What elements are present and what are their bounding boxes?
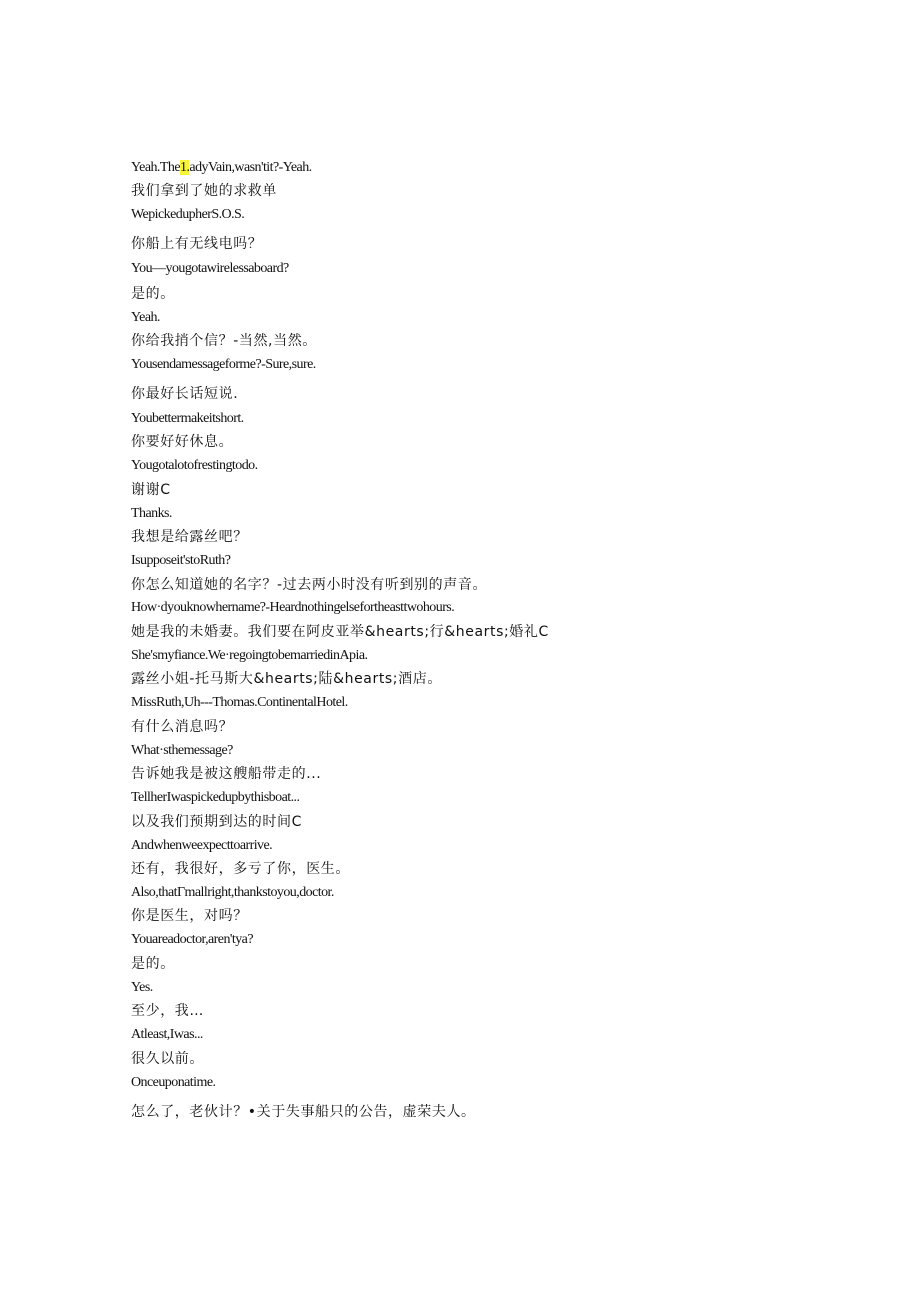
subtitle-line-zh: 有什么消息吗？ (131, 719, 234, 735)
subtitle-line-en: What·sthemessage? (131, 743, 233, 758)
subtitle-line-en: Atleast,Iwas... (131, 1027, 203, 1042)
subtitle-line-zh: 你怎么知道她的名字？-过去两小时没有听到别的声音。 (131, 577, 488, 593)
subtitle-line-en: Yousendamessageforme?-Sure,sure. (131, 357, 316, 372)
subtitle-line-zh: 告诉她我是被这艘船带走的... (131, 766, 322, 782)
subtitle-line-zh: 她是我的未婚妻。我们要在阿皮亚举&hearts;行&hearts;婚礼C (131, 624, 549, 640)
subtitle-line-zh: 是的。 (131, 956, 175, 972)
subtitle-line-en: How·dyouknowhername?-Heardnothingelsefortheasttwohours. (131, 600, 455, 615)
subtitle-line-en: Also,thatΓmallright,thankstoyou,doctor. (131, 885, 334, 900)
subtitle-line-en (131, 158, 312, 178)
subtitle-line-zh: 我想是给露丝吧？ (131, 529, 248, 545)
subtitle-line-en: Onceuponatime. (131, 1075, 216, 1090)
subtitle-line-en: Youareadoctor,aren'tya? (131, 932, 253, 947)
subtitle-line-en: MissRuth,Uh---Thomas.ContinentalHotel. (131, 695, 348, 710)
subtitle-line-zh: 我们拿到了她的求救单 (131, 183, 277, 199)
subtitle-line-zh: 怎么了，老伙计？•关于失事船只的公告，虚荣夫人。 (131, 1104, 476, 1120)
subtitle-line-zh: 是的。 (131, 286, 175, 302)
subtitle-line-en: Yes. (131, 980, 153, 995)
subtitle-line-zh: 还有，我很好，多亏了你，医生。 (131, 861, 350, 877)
subtitle-line-en: Yeah. (131, 310, 160, 325)
subtitle-line-en: She'smyfiance.We·regoingtobemarriedinApia. (131, 648, 368, 663)
subtitle-line-zh: 你是医生，对吗？ (131, 908, 248, 924)
subtitle-line-en: Thanks. (131, 506, 172, 521)
subtitle-line-zh: 以及我们预期到达的时间C (131, 814, 302, 830)
line-text: Yeah.The (131, 160, 181, 175)
highlighted-text: 1. (180, 160, 190, 175)
subtitle-line-zh: 至少，我… (131, 1003, 204, 1019)
subtitle-line-zh: 你船上有无线电吗？ (131, 236, 263, 252)
subtitle-line-en: Isupposeit'stoRuth? (131, 553, 231, 568)
subtitle-line-zh: 谢谢C (131, 482, 171, 498)
subtitle-line-en: Andwhenweexpecttoarrive. (131, 838, 273, 853)
subtitle-line-en: WepickedupherS.O.S. (131, 207, 245, 222)
subtitle-line-en: TellherIwaspickedupbythisboat... (131, 790, 300, 805)
subtitle-line-zh: 很久以前。 (131, 1051, 204, 1067)
subtitle-line-en: Yougotalotofrestingtodo. (131, 458, 258, 473)
subtitle-line-zh: 你给我捎个信？-当然,当然。 (131, 333, 317, 349)
subtitle-line-zh: 你最好长话短说. (131, 386, 239, 402)
subtitle-line-en: You—yougotawirelessaboard? (131, 261, 289, 276)
subtitle-line-en: Youbettermakeitshort. (131, 411, 244, 426)
subtitle-line-zh: 你要好好休息。 (131, 434, 234, 450)
line-text: adyVain,wasn'tit?-Yeah. (189, 160, 312, 175)
subtitle-line-zh: 露丝小姐-托马斯大&hearts;陆&hearts;酒店。 (131, 671, 442, 687)
